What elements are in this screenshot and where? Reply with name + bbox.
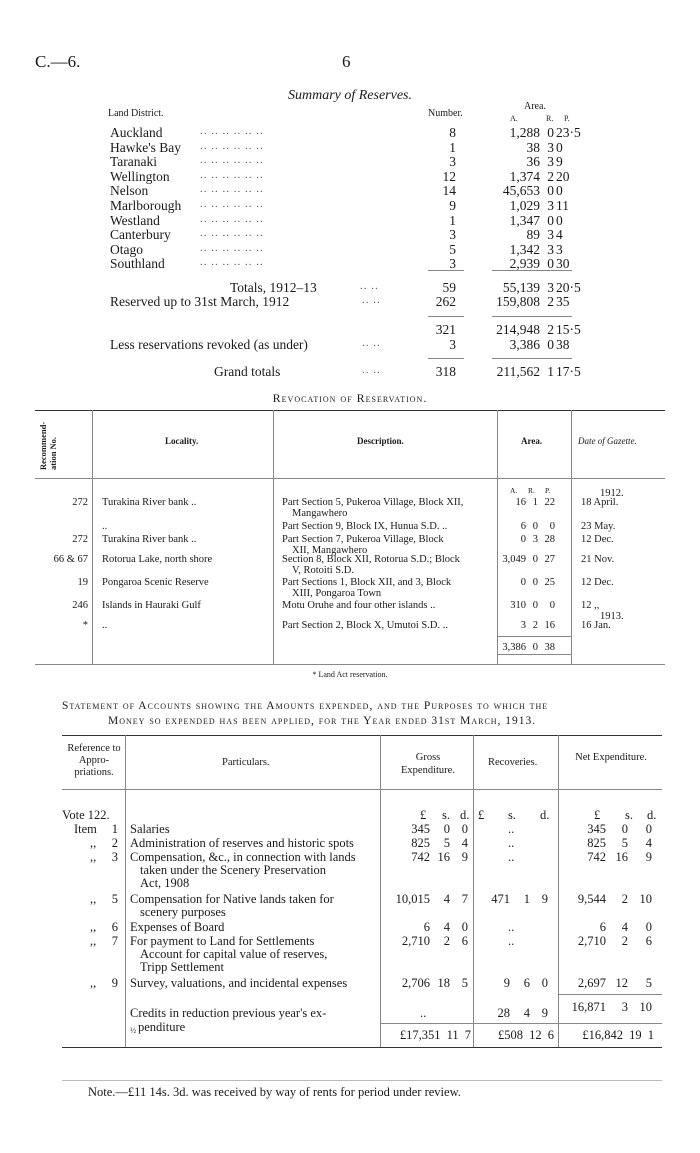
summary-number: 3: [449, 256, 456, 272]
net-s: 16: [615, 850, 628, 864]
summary-area-r: 3: [547, 198, 554, 213]
revocation-date: 16 Jan.: [581, 620, 611, 631]
revocation-header-area: Area.: [521, 436, 543, 446]
summary-area-a: 36: [526, 154, 540, 170]
revocation-unit-p: P.: [545, 486, 551, 495]
summary-header-area: Area.: [524, 101, 546, 112]
recoveries-l: 9: [503, 976, 510, 990]
revocation-area-rule: [497, 654, 571, 655]
credits-rec-d: 9: [541, 1006, 548, 1020]
revocation-description: Motu Oruhe and four other islands ..: [282, 600, 436, 611]
revocation-area-a: 16: [515, 497, 526, 508]
summary-district: Southland: [110, 256, 165, 272]
summary-area-r: 3: [547, 241, 554, 257]
recoveries-nil: ..: [508, 934, 515, 948]
revocation-header-description: Description.: [357, 436, 404, 446]
accounts-bottom-rule: [62, 1047, 662, 1048]
accounts-total-rule: [380, 1023, 662, 1024]
account-particulars: Administration of reserves and historic spots: [130, 836, 354, 850]
summary-area-r: 0: [547, 125, 554, 140]
revocation-area-p: 22: [544, 497, 555, 508]
net-l: 345: [587, 822, 606, 836]
revocation-area-r: 3: [532, 534, 538, 545]
summary-area-a: 1,029: [509, 198, 540, 213]
summary-number: 14: [442, 183, 456, 199]
summary-total-r: 1: [547, 364, 554, 379]
net-s: 2: [621, 892, 628, 906]
account-particulars: For payment to Land for Settlements: [130, 934, 315, 948]
account-item-no: 1: [111, 822, 118, 836]
summary-number: 3: [449, 154, 456, 170]
revocation-area-r: 0: [532, 554, 538, 565]
gross-d: 4: [461, 836, 468, 850]
accounts-header-particulars: Particulars.: [222, 757, 270, 768]
summary-area-p: 3: [556, 241, 563, 257]
account-item-no: 7: [111, 934, 118, 948]
summary-area-r: 0: [547, 212, 554, 228]
summary-number: 3: [449, 227, 456, 243]
summary-leader-dots: .. .. .. .. .. ..: [200, 154, 264, 167]
summary-area-p: 9: [556, 154, 563, 170]
page-number: 6: [342, 52, 351, 71]
recoveries-d: 0: [541, 976, 548, 990]
summary-area-a: 1,374: [509, 168, 540, 184]
gross-s: 4: [443, 920, 450, 934]
revocation-header-date: Date of Gazette.: [578, 436, 637, 446]
net-l: 742: [587, 850, 606, 864]
summary-district: Westland: [110, 212, 160, 228]
gross-s: 4: [443, 892, 450, 906]
summary-total-label: Less reservations revoked (as under): [110, 337, 308, 352]
summary-area-p: 0: [556, 212, 563, 228]
revocation-locality: ..: [102, 620, 108, 631]
summary-rule: [492, 316, 572, 317]
gross-s: 18: [437, 976, 450, 990]
summary-area-a: 2,939: [509, 256, 540, 272]
credits-gross: ..: [420, 1006, 427, 1020]
summary-total-p: 35: [556, 294, 570, 309]
revocation-area-a: 3,049: [502, 554, 526, 565]
summary-area-a: 1,342: [509, 241, 540, 257]
net-s: 0: [621, 822, 628, 836]
summary-rule: [428, 270, 464, 271]
accounts-header-rule: [62, 789, 662, 790]
revocation-description: Part Section 2, Block X, Umutoi S.D. ..: [282, 620, 448, 631]
recoveries-s: 6: [523, 976, 530, 990]
gross-l: 345: [411, 822, 430, 836]
accounts-subtotal-rule: [558, 994, 662, 995]
gross-s: 0: [443, 822, 450, 836]
summary-number: 9: [449, 198, 456, 213]
account-ref: ,,: [90, 920, 97, 934]
revocation-area-p: 27: [544, 554, 555, 565]
net-l: 825: [587, 836, 606, 850]
summary-leader-dots: .. .. .. .. .. ..: [200, 212, 264, 225]
account-particulars: Salaries: [130, 822, 170, 836]
revocation-date: 23 May.: [581, 521, 616, 532]
summary-total-r: 2: [547, 294, 554, 309]
recoveries-d: 9: [541, 892, 548, 906]
account-ref: ,,: [90, 850, 97, 864]
summary-total-number: 318: [435, 364, 456, 379]
account-item-no: 2: [111, 836, 118, 850]
summary-number: 5: [449, 241, 456, 257]
net-d: 5: [645, 976, 652, 990]
summary-total-number: 3: [449, 337, 456, 352]
net-d: 6: [645, 934, 652, 948]
accounts-title-line1: Statement of Accounts showing the Amounts expended, and the Purposes to which the: [62, 700, 549, 712]
revocation-total-r: 0: [532, 642, 538, 653]
revocation-locality: Turakina River bank ..: [102, 534, 197, 545]
revocation-total-p: 38: [544, 642, 555, 653]
account-item-no: 9: [111, 976, 118, 990]
summary-total-number: 321: [435, 322, 456, 337]
note-rule: [62, 1080, 662, 1081]
summary-total-a: 55,139: [502, 280, 540, 295]
summary-rule: [492, 270, 572, 271]
revocation-description: Part Section 7, Pukeroa Village, Block: [282, 534, 444, 545]
summary-total-a: 214,948: [496, 322, 540, 337]
revocation-area-a: 0: [520, 577, 526, 588]
summary-header-p: P.: [564, 114, 570, 123]
summary-area-r: 2: [547, 168, 554, 184]
revocation-unit-r: R.: [528, 486, 535, 495]
recoveries-nil: ..: [508, 822, 515, 836]
gross-d: 6: [461, 934, 468, 948]
accounts-header-recoveries: Recoveries.: [488, 757, 538, 768]
credits-line2: penditure: [138, 1020, 186, 1034]
revocation-col-rule: [92, 410, 93, 664]
document-reference: C.—6.: [35, 52, 81, 71]
account-particulars: Survey, valuations, and incidental expenses: [130, 976, 348, 990]
total-gross: £17,351 11 7: [399, 1028, 471, 1042]
account-particulars-cont: scenery purposes: [140, 905, 226, 919]
subtotal-net-s: 3: [621, 1000, 628, 1014]
summary-district: Marlborough: [110, 198, 182, 213]
net-l: 9,544: [577, 892, 606, 906]
summary-district: Canterbury: [110, 227, 171, 243]
net-d: 0: [645, 920, 652, 934]
summary-total-r: 0: [547, 337, 554, 352]
revocation-area-p: 0: [549, 521, 555, 532]
accounts-title-line2: Money so expended has been applied, for the Year ended 31st March, 1913.: [108, 715, 537, 727]
gross-unit-l: £: [420, 808, 427, 822]
net-unit-d: d.: [647, 808, 657, 822]
gross-s: 16: [437, 850, 450, 864]
gross-d: 7: [461, 892, 468, 906]
revocation-date: 21 Nov.: [581, 554, 615, 565]
recoveries-nil: ..: [508, 836, 515, 850]
summary-area-p: 0: [556, 139, 563, 155]
rec-unit-l: £: [478, 808, 485, 822]
revocation-rec-no: 272: [72, 497, 88, 508]
credits-line1: Credits in reduction previous year's ex-: [130, 1006, 327, 1020]
revocation-area-a: 310: [510, 600, 526, 611]
revocation-locality: Turakina River bank ..: [102, 497, 197, 508]
revocation-bottom-rule: [35, 664, 665, 665]
summary-area-a: 45,653: [502, 183, 540, 199]
revocation-description-cont: Mangawhero: [292, 508, 348, 519]
revocation-description: Part Section 9, Block IX, Hunua S.D. ..: [282, 521, 448, 532]
revocation-area-rule: [497, 636, 571, 637]
summary-header-number: Number.: [428, 108, 463, 119]
revocation-area-a: 6: [520, 521, 526, 532]
net-d: 9: [645, 850, 652, 864]
revocation-description: Section 8, Block XII, Rotorua S.D.; Block: [282, 554, 460, 565]
summary-district: Taranaki: [110, 154, 158, 170]
summary-number: 1: [449, 139, 456, 155]
account-item-no: 3: [111, 850, 118, 864]
revocation-date: 12 Dec.: [581, 534, 614, 545]
summary-number: 8: [449, 125, 456, 140]
summary-total-a: 159,808: [496, 294, 540, 309]
revocation-rec-no: 272: [72, 534, 88, 545]
summary-leader-dots: .. .. .. .. .. ..: [200, 183, 264, 196]
summary-area-a: 89: [526, 227, 540, 243]
gross-l: 6: [423, 920, 430, 934]
rec-unit-s: s.: [508, 808, 516, 822]
revocation-area-a: 0: [520, 534, 526, 545]
revocation-rec-no: 19: [77, 577, 88, 588]
net-d: 10: [639, 892, 652, 906]
revocation-col-rule: [273, 410, 274, 664]
net-d: 0: [645, 822, 652, 836]
revocation-footnote: * Land Act reservation.: [312, 670, 388, 679]
revocation-area-r: 2: [532, 620, 538, 631]
revocation-title: Revocation of Reservation.: [272, 391, 428, 405]
revocation-locality: Pongaroa Scenic Reserve: [102, 577, 209, 588]
summary-area-r: 3: [547, 227, 554, 243]
summary-title: Summary of Reserves.: [287, 88, 413, 103]
recoveries-nil: ..: [508, 920, 515, 934]
revocation-area-p: 28: [544, 534, 555, 545]
gross-l: 2,706: [401, 976, 430, 990]
summary-leader-dots: .. .. .. .. .. ..: [200, 139, 264, 152]
revocation-area-r: 0: [532, 577, 538, 588]
net-unit-l: £: [594, 808, 601, 822]
summary-header-a: A.: [510, 114, 518, 123]
recoveries-l: 471: [491, 892, 510, 906]
revocation-description-cont: V, Rotoiti S.D.: [292, 565, 354, 576]
revocation-area-p: 16: [544, 620, 555, 631]
credits-rec-s: 4: [523, 1006, 530, 1020]
subtotal-net-l: 16,871: [571, 1000, 606, 1014]
summary-area-p: 20: [556, 168, 570, 184]
revocation-description: Part Sections 1, Block XII, and 3, Block: [282, 577, 452, 588]
summary-rule: [428, 358, 464, 359]
revocation-area-p: 25: [544, 577, 555, 588]
summary-district: Auckland: [110, 125, 163, 140]
summary-leader-dots: .. ..: [362, 337, 381, 349]
credits-fraction: ½: [130, 1026, 136, 1035]
account-particulars-cont: Account for capital value of reserves,: [140, 947, 328, 961]
summary-area-p: 23·5: [556, 125, 581, 140]
gross-s: 5: [443, 836, 450, 850]
summary-leader-dots: .. .. .. .. .. ..: [200, 198, 264, 210]
gross-unit-s: s.: [442, 808, 450, 822]
gross-l: 2,710: [401, 934, 430, 948]
gross-d: 0: [461, 920, 468, 934]
subtotal-net-d: 10: [639, 1000, 652, 1014]
summary-total-r: 3: [547, 280, 554, 295]
summary-total-label: Grand totals: [214, 364, 281, 379]
revocation-col-rule: [571, 410, 572, 664]
summary-area-r: 3: [547, 154, 554, 170]
summary-district: Hawke's Bay: [110, 139, 182, 155]
accounts-note: Note.—£11 14s. 3d. was received by way of rents for period under review.: [88, 1085, 461, 1099]
revocation-unit-a: A.: [510, 486, 518, 495]
revocation-description: Part Section 5, Pukeroa Village, Block XII,: [282, 497, 464, 508]
revocation-locality: Rotorua Lake, north shore: [102, 554, 213, 565]
summary-leader-dots: .. ..: [360, 280, 379, 292]
credits-rec-l: 28: [497, 1006, 510, 1020]
summary-leader-dots: .. .. .. .. .. ..: [200, 241, 264, 254]
accounts-header-gross: Gross Expenditure.: [401, 752, 455, 776]
revocation-locality: ..: [102, 521, 108, 532]
summary-leader-dots: .. ..: [362, 294, 381, 306]
total-recoveries: £508 12 6: [498, 1028, 554, 1042]
summary-area-a: 1,288: [509, 125, 540, 140]
net-l: 2,697: [577, 976, 606, 990]
accounts-col-rule: [125, 735, 126, 1047]
account-particulars: Compensation, &c., in connection with lands: [130, 850, 356, 864]
accounts-col-rule: [380, 735, 381, 1047]
summary-total-a: 211,562: [496, 364, 540, 379]
net-unit-s: s.: [625, 808, 633, 822]
summary-area-p: 11: [556, 198, 569, 213]
account-ref: ,,: [90, 934, 97, 948]
summary-number: 12: [442, 168, 456, 184]
summary-total-label: Totals, 1912–13: [230, 280, 317, 295]
summary-leader-dots: .. .. .. .. .. ..: [200, 256, 264, 269]
account-particulars: Compensation for Native lands taken for: [130, 892, 334, 906]
gross-s: 2: [443, 934, 450, 948]
summary-district: Otago: [110, 241, 143, 257]
gross-unit-d: d.: [460, 808, 470, 822]
summary-total-number: 59: [442, 280, 456, 295]
summary-total-number: 262: [435, 294, 456, 309]
recoveries-s: 1: [523, 892, 530, 906]
net-s: 2: [621, 934, 628, 948]
summary-rule: [492, 358, 572, 359]
revocation-year: 1913.: [600, 611, 624, 622]
revocation-date: 18 April.: [581, 497, 619, 508]
net-l: 6: [599, 920, 606, 934]
summary-area-r: 0: [547, 256, 554, 272]
accounts-header-net: Net Expenditure.: [575, 752, 647, 763]
summary-district: Nelson: [110, 183, 149, 199]
accounts-vote: Vote 122.: [62, 808, 110, 822]
summary-total-p: 38: [556, 337, 570, 352]
summary-total-p: 20·5: [556, 280, 581, 295]
summary-area-a: 38: [526, 139, 540, 155]
summary-rule: [428, 316, 464, 317]
summary-district: Wellington: [110, 168, 170, 184]
summary-leader-dots: .. .. .. .. .. ..: [200, 227, 264, 240]
gross-d: 5: [461, 976, 468, 990]
revocation-area-r: 1: [532, 497, 538, 508]
revocation-year: 1912.: [600, 488, 624, 499]
account-particulars-cont: Tripp Settlement: [140, 960, 224, 974]
account-ref: Item: [74, 822, 97, 836]
recoveries-nil: ..: [508, 850, 515, 864]
revocation-area-r: 0: [532, 600, 538, 611]
gross-d: 0: [461, 822, 468, 836]
summary-leader-dots: .. .. .. .. .. ..: [200, 125, 264, 137]
net-l: 2,710: [577, 934, 606, 948]
account-particulars-cont: taken under the Scenery Preservation: [140, 863, 327, 877]
revocation-rec-no: 66 & 67: [53, 554, 88, 565]
summary-area-a: 1,347: [509, 212, 540, 228]
net-s: 5: [621, 836, 628, 850]
revocation-date: 12 ,,: [581, 600, 600, 611]
account-particulars: Expenses of Board: [130, 920, 225, 934]
revocation-header-locality: Locality.: [165, 436, 199, 446]
account-ref: ,,: [90, 836, 97, 850]
summary-number: 1: [449, 212, 456, 228]
summary-total-a: 3,386: [509, 337, 540, 352]
accounts-col-rule: [473, 735, 474, 1047]
revocation-description-cont: XII, Mangawhero: [292, 545, 368, 556]
revocation-locality: Islands in Hauraki Gulf: [102, 600, 201, 611]
summary-total-p: 17·5: [556, 364, 581, 379]
revocation-rec-no: *: [82, 620, 88, 631]
net-s: 4: [621, 920, 628, 934]
summary-total-label: Reserved up to 31st March, 1912: [110, 294, 290, 309]
summary-area-p: 30: [556, 256, 570, 272]
accounts-col-rule: [558, 735, 559, 1047]
summary-header-r: R.: [546, 114, 554, 123]
account-ref: ,,: [90, 976, 97, 990]
account-particulars-cont: Act, 1908: [140, 876, 190, 890]
total-net: £16,842 19 1: [582, 1028, 654, 1042]
summary-area-r: 3: [547, 139, 554, 155]
revocation-header-rec: Recommend- ation No.: [38, 421, 58, 470]
revocation-area-r: 0: [532, 521, 538, 532]
account-item-no: 5: [111, 892, 118, 906]
summary-area-p: 4: [556, 227, 563, 243]
summary-total-r: 2: [547, 322, 554, 337]
revocation-area-a: 3: [520, 620, 526, 631]
summary-header-district: Land District.: [108, 108, 164, 119]
rec-unit-d: d.: [540, 808, 550, 822]
accounts-top-rule: [62, 735, 662, 736]
revocation-area-p: 0: [549, 600, 555, 611]
revocation-description-cont: XIII, Pongaroa Town: [292, 588, 382, 599]
account-ref: ,,: [90, 892, 97, 906]
summary-total-p: 15·5: [556, 322, 581, 337]
summary-leader-dots: .. ..: [362, 364, 381, 376]
net-d: 4: [645, 836, 652, 850]
revocation-rec-no: 246: [72, 600, 88, 611]
gross-d: 9: [461, 850, 468, 864]
revocation-total-a: 3,386: [502, 642, 526, 653]
gross-l: 742: [411, 850, 430, 864]
account-item-no: 6: [111, 920, 118, 934]
gross-l: 825: [411, 836, 430, 850]
summary-area-p: 0: [556, 183, 563, 199]
summary-area-r: 0: [547, 183, 554, 199]
gross-l: 10,015: [395, 892, 430, 906]
net-s: 12: [615, 976, 628, 990]
revocation-date: 12 Dec.: [581, 577, 614, 588]
summary-leader-dots: .. .. .. .. .. ..: [200, 168, 264, 181]
accounts-header-ref: Reference to Appro- priations.: [67, 743, 121, 778]
